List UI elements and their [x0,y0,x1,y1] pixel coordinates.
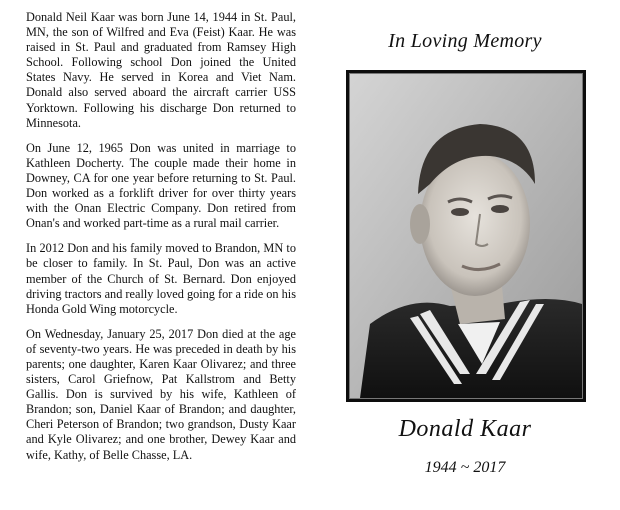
obituary-paragraph-3: In 2012 Don and his family moved to Brandon, MN to be closer to family. In St. Paul, Don was an active member of the Church of St. Bernard. Don enjoyed driving tractors and really loved going for a ride on his Honda Gold Wing motorcycle. [26,241,296,316]
obituary-paragraph-2: On June 12, 1965 Don was united in marriage to Kathleen Docherty. The couple made their home in Downey, CA for one year before returning to St. Paul. Don worked as a forklift driver for over thirty years with the Onan Electric Company. Don retired from Onan's and worked part-time as a rural mail carrier. [26,140,296,231]
memorial-panel [330,0,600,510]
portrait-frame [346,70,586,402]
memorial-header: In Loving Memory [388,30,542,52]
memorial-name: Donald Kaar [398,416,532,442]
obituary-paragraph-4: On Wednesday, January 25, 2017 Don died at the age of seventy-two years. He was preceded in death by his parents; one daughter, Karen Kaar Olivarez; and three sisters, Carol Griefnow, Pat Kallstrom and Betty Gallis. Don is survived by his wife, Kathleen of Brandon; son, Daniel Kaar of Brandon; and daughter, Cheri Peterson of Brandon; two grandson, Dusty Kaar and Kyle Olivarez; and one brother, Dewey Kaar and wife, Kathy, of Belle Chasse, LA. [26,326,296,462]
obituary-text [26,10,296,473]
obituary-paragraph-1: Donald Neil Kaar was born June 14, 1944 in St. Paul, MN, the son of Wilfred and Eva (Feist) Kaar. He was raised in St. Paul and graduated from Ramsey High School. Following school Don joined the United States Navy. He served in Korea and Viet Nam. Donald also served aboard the aircraft carrier USS Yorktown. Following his discharge Don returned to Minnesota. [26,10,296,130]
portrait-photo [349,73,583,399]
sailor-portrait-image [350,74,582,398]
memorial-dates: 1944 ~ 2017 [424,459,506,476]
